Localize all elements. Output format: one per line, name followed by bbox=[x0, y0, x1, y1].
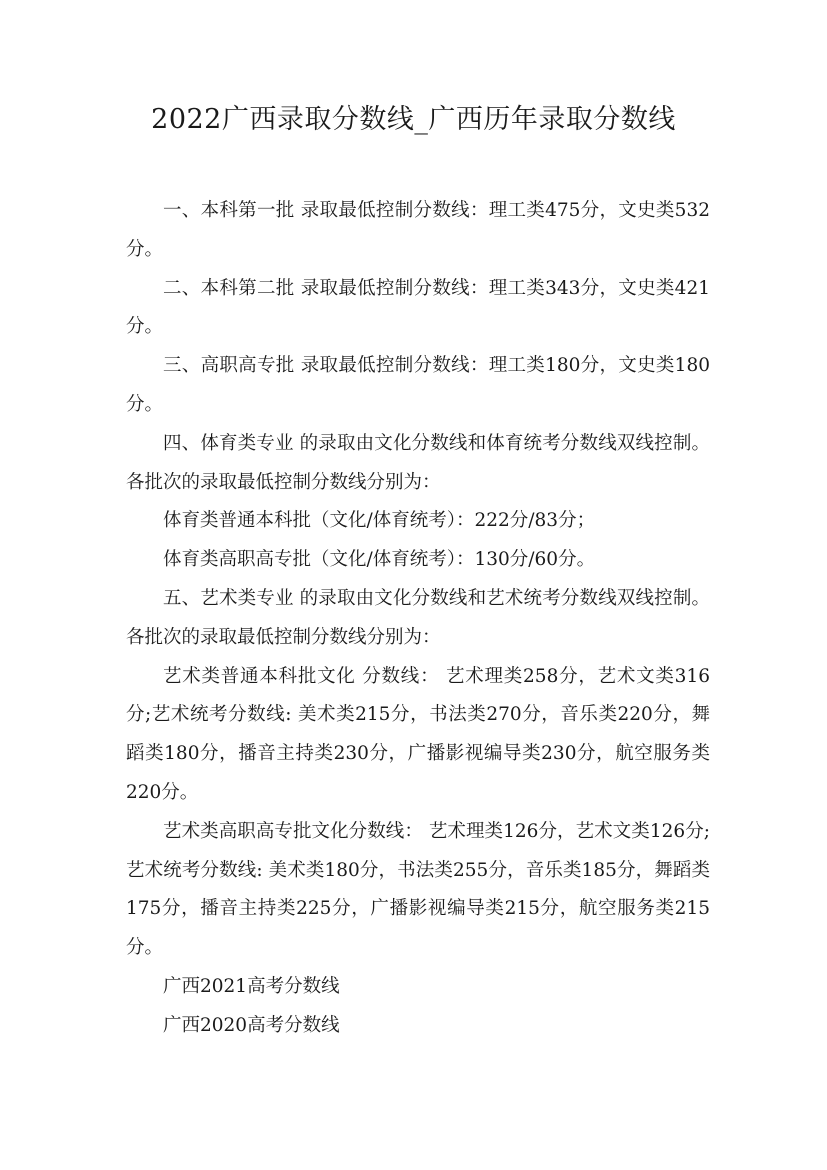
paragraph-guangxi-2020: 广西2020高考分数线 bbox=[163, 1014, 340, 1036]
paragraph-arts-intro: 五、艺术类专业 的录取由文化分数线和艺术统考分数线双线控制。各批次的录取最低控制分数线分别为： bbox=[126, 587, 710, 648]
paragraph-batch-2: 二、本科第二批 录取最低控制分数线：理工类343分，文史类421分。 bbox=[126, 277, 710, 338]
paragraph-arts-undergrad: 艺术类普通本科批文化 分数线： 艺术理类258分，艺术文类316分;艺术统考分数线: 美术类215分，书法类270分，音乐类220分，舞蹈类180分，播音主持类230分，广播影视编导类230分，航空服务类220分。 bbox=[126, 665, 710, 803]
paragraph-sports-undergrad: 体育类普通本科批（文化/体育统考）：222分/83分； bbox=[163, 510, 596, 532]
document-body bbox=[126, 192, 710, 1046]
paragraph-vocational-batch: 三、高职高专批 录取最低控制分数线：理工类180分，文史类180分。 bbox=[126, 355, 710, 415]
paragraph-sports-intro: 四、体育类专业 的录取由文化分数线和体育统考分数线双线控制。各批次的录取最低控制分数线分别为： bbox=[126, 432, 710, 493]
paragraph-guangxi-2021: 广西2021高考分数线 bbox=[163, 975, 340, 997]
paragraph-sports-vocational: 体育类高职高专批（文化/体育统考）：130分/60分。 bbox=[163, 549, 596, 571]
paragraph-arts-vocational: 艺术类高职高专批文化分数线： 艺术理类126分，艺术文类126分;艺术统考分数线: 美术类180分，书法类255分，音乐类185分，舞蹈类175分，播音主持类225分，广播影视编导类215分，航空服务类215分。 bbox=[126, 820, 710, 959]
paragraph-batch-1: 一、本科第一批 录取最低控制分数线：理工类475分，文史类532分。 bbox=[126, 200, 710, 260]
document-title: 2022广西录取分数线_广西历年录取分数线 bbox=[151, 104, 676, 135]
